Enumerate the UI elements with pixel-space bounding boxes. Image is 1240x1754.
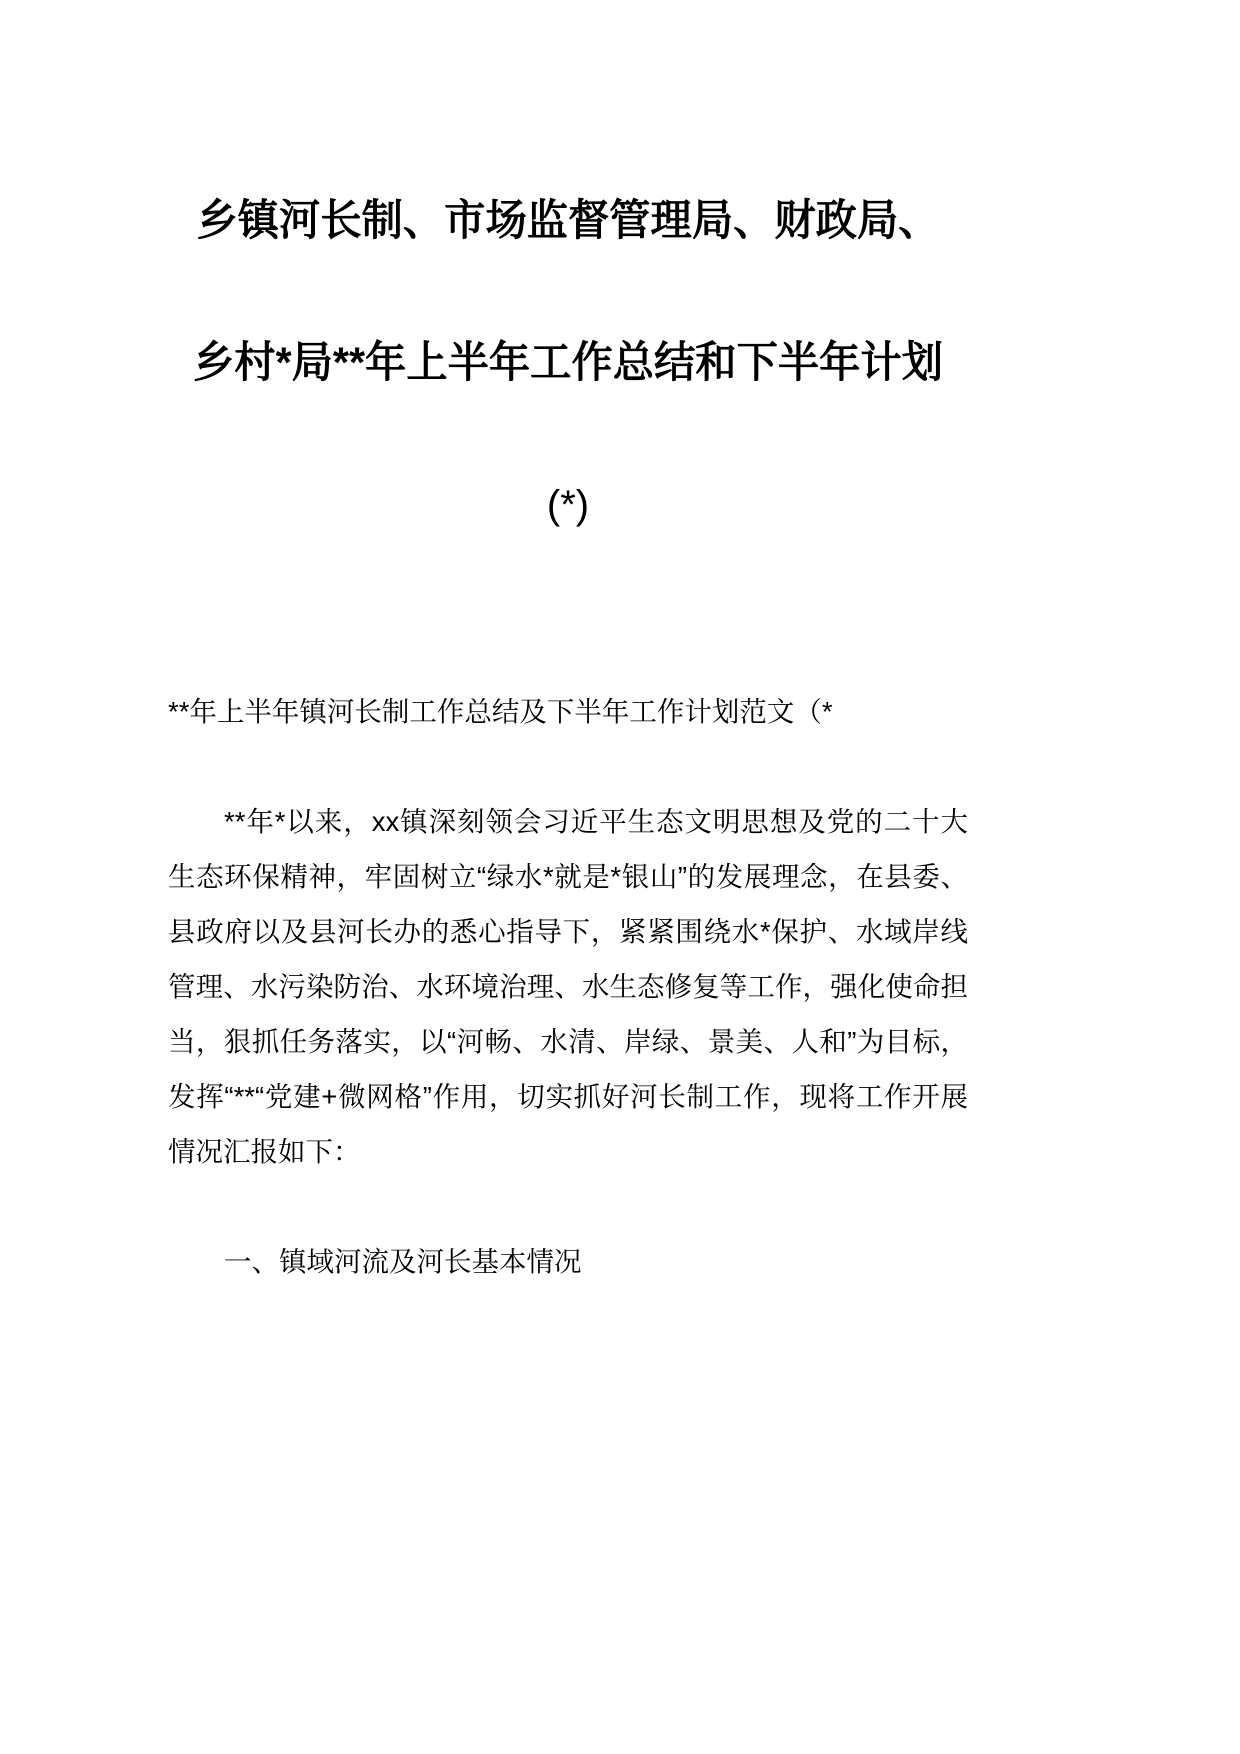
lead-paragraph: **年上半年镇河长制工作总结及下半年工作计划范文（* (168, 696, 833, 727)
document-body (168, 684, 968, 1289)
section-heading-one: 一、镇域河流及河长基本情况 (224, 1246, 582, 1277)
title-line-1: 乡镇河长制、市场监督管理局、财政局、 (196, 197, 940, 245)
title-line-2: 乡村*局**年上半年工作总结和下半年计划 (193, 339, 943, 387)
main-paragraph: **年*以来，xx镇深刻领会习近平生态文明思想及党的二十大生态环保精神，牢固树立“绿水*就是*银山”的发展理念，在县委、县政府以及县河长办的悉心指导下，紧紧围绕水*保护、水域岸线管理、水污染防治、水环境治理、水生态修复等工作，强化使命担当，狠抓任务落实，以“河畅、水清、岸绿、景美、人和”为目标，发挥“**“党建+微网格”作用，切实抓好河长制工作，现将工作开展情况汇报如下： (168, 806, 968, 1167)
page-title (168, 0, 968, 576)
document-content (168, 0, 968, 1289)
title-line-3: (*) (546, 483, 590, 527)
